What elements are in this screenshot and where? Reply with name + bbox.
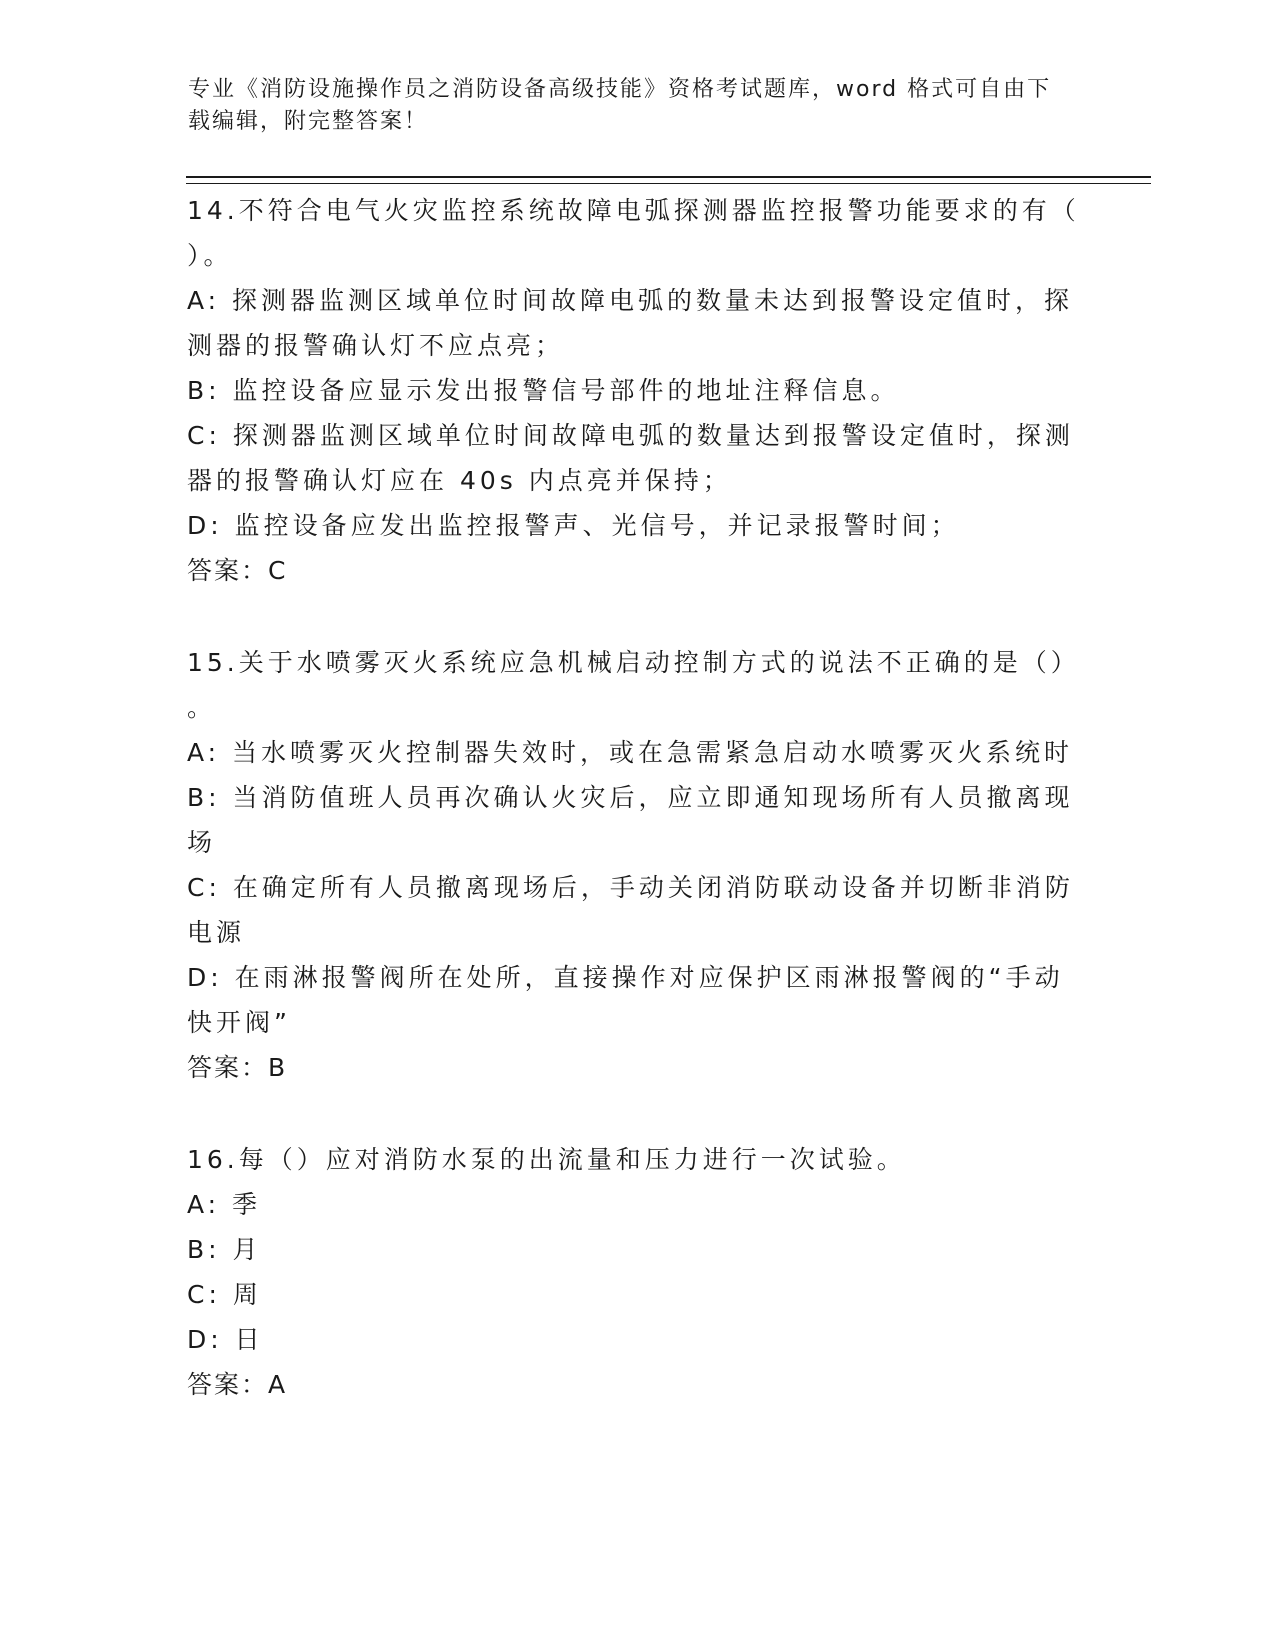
answer-option-line: A: 季 (187, 1190, 262, 1219)
header-line-1: 专业《消防设施操作员之消防设备高级技能》资格考试题库，word 格式可自由下 (188, 77, 1052, 102)
answer-option (187, 1272, 1087, 1317)
question-stem-line: 14.不符合电气火灾监控系统故障电弧探测器监控报警功能要求的有（ (187, 196, 1080, 225)
answer-key: 答案：B (187, 1053, 288, 1082)
answer-option (187, 955, 1087, 1045)
question-block (187, 640, 1087, 1090)
answer-key: 答案：A (187, 1370, 288, 1399)
header-divider-thick (186, 176, 1151, 178)
answer-option-line: D: 监控设备应发出监控报警声、光信号，并记录报警时间； (187, 511, 960, 540)
answer-option (187, 1182, 1087, 1227)
answer-option-line: 快开阀” (187, 1008, 291, 1037)
answer-option-line: D: 日 (187, 1325, 264, 1354)
header-divider-thin (186, 183, 1151, 184)
answer-option-line: D: 在雨淋报警阀所在处所，直接操作对应保护区雨淋报警阀的“手动 (187, 963, 1064, 992)
document-header (188, 74, 1068, 138)
question-block (187, 188, 1087, 593)
answer-option-line: A: 当水喷雾灭火控制器失效时，或在急需紧急启动水喷雾灭火系统时 (187, 738, 1074, 767)
answer-option (187, 1317, 1087, 1362)
answer-option (187, 730, 1087, 775)
answer-option-line: C: 探测器监测区域单位时间故障电弧的数量达到报警设定值时，探测 (187, 421, 1074, 450)
answer-option (187, 368, 1087, 413)
answer-option (187, 503, 1087, 548)
answer-option (187, 865, 1087, 955)
question-block (187, 1137, 1087, 1407)
answer-option (187, 775, 1087, 865)
answer-option-line: 场 (187, 828, 217, 857)
answer-option-line: A: 探测器监测区域单位时间故障电弧的数量未达到报警设定值时，探 (187, 286, 1074, 315)
header-line-2: 载编辑，附完整答案！ (188, 109, 429, 134)
answer-option-line: 测器的报警确认灯不应点亮； (187, 331, 565, 360)
answer-option-line: B: 月 (187, 1235, 262, 1264)
answer-option-line: B: 当消防值班人员再次确认火灾后，应立即通知现场所有人员撤离现 (187, 783, 1074, 812)
question-list (187, 188, 1087, 1454)
answer-option-line: 电源 (187, 918, 246, 947)
answer-key: 答案：C (187, 556, 288, 585)
answer-option-line: B: 监控设备应显示发出报警信号部件的地址注释信息。 (187, 376, 900, 405)
answer-option-line: C: 周 (187, 1280, 262, 1309)
question-stem-line: 。 (187, 693, 217, 722)
question-stem-line: 16.每（）应对消防水泵的出流量和压力进行一次试验。 (187, 1145, 906, 1174)
question-stem-line: ）。 (187, 241, 233, 270)
answer-option (187, 1227, 1087, 1272)
answer-option (187, 413, 1087, 503)
question-stem-line: 15.关于水喷雾灭火系统应急机械启动控制方式的说法不正确的是（） (187, 648, 1080, 677)
answer-option-line: 器的报警确认灯应在 40s 内点亮并保持； (187, 466, 732, 495)
answer-option (187, 278, 1087, 368)
answer-option-line: C: 在确定所有人员撤离现场后，手动关闭消防联动设备并切断非消防 (187, 873, 1074, 902)
